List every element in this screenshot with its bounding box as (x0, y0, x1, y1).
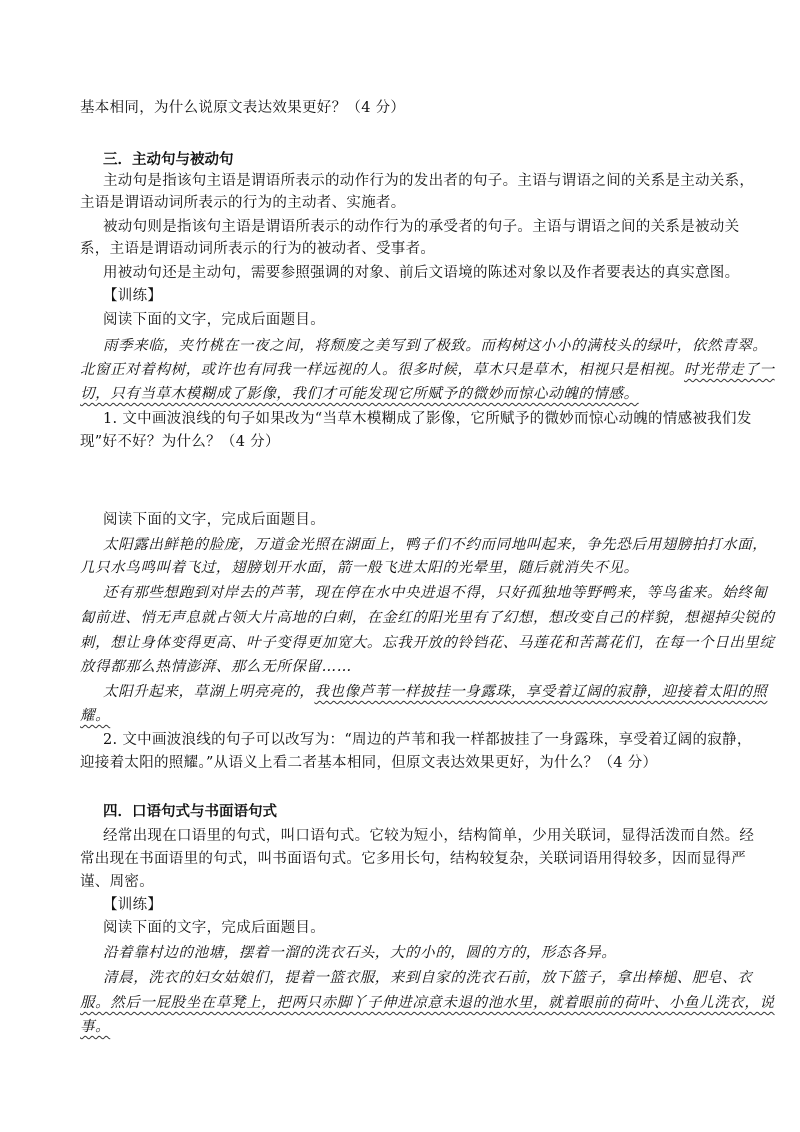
passage-line (80, 360, 775, 380)
paragraph-line: 主语是谓语动词所表示的行为的主动者、实施者。 (80, 195, 406, 211)
question-tail: 基本相同，为什么说原文表达效果更好？（4 分） (80, 100, 406, 116)
wavy-underlined-sentence: 切，只有当草木模糊成了影像，我们才可能发现它所赋予的微妙而惊心动魄的情感。 (80, 386, 639, 402)
passage-line: 还有那些想跑到对岸去的芦苇，现在停在水中央进退不得，只好孤独地等野鸭来，等鸟雀来。始终匍 (103, 585, 768, 601)
paragraph-line: 主动句是指该句主语是谓语所表示的动作行为的发出者的句子。主语与谓语之间的关系是主动关系， (103, 173, 755, 189)
passage-line: 沿着靠村边的池塘，摆着一溜的洗衣石头，大的小的，圆的方的，形态各异。 (103, 945, 617, 961)
passage-line: 清晨，洗衣的妇女姑娘们，提着一篮衣服，来到自家的洗衣石前，放下篮子，拿出棒槌、肥皂、衣 (103, 970, 753, 986)
wavy-underlined-sentence: 事。 (80, 1019, 111, 1035)
paragraph-line: 用被动句还是主动句，需要参照强调的对象、前后文语境的陈述对象以及作者要表达的真实意图。 (103, 265, 740, 281)
paragraph-line: 谨、周密。 (80, 874, 154, 890)
question-1-cont: 现”好不好？为什么？（4 分） (80, 434, 280, 450)
wavy-underlined-sentence: 我也像芦苇一样披挂一身露珠，享受着辽阔的寂静，迎接着太阳的照 (314, 684, 768, 700)
passage-line: 雨季来临，夹竹桃在一夜之间，将颓废之美写到了极致。而构树这小小的满枝头的绿叶，依然青翠。 (103, 338, 768, 354)
passage-line: 放得都那么热情澎湃、那么无所保留…… (80, 659, 352, 675)
passage-text: 太阳升起来，草湖上明亮亮的， (103, 684, 315, 700)
paragraph-line: 常出现在书面语里的句式，叫书面语句式。它多用长句，结构较复杂，关联词语用得较多，因而显得严 (80, 851, 746, 867)
passage-line (80, 706, 730, 726)
passage-line: 刺，想让身体变得更高、叶子变得更加宽大。忘我开放的铃铛花、马莲花和苦蒿花们，在每一个日出里绽 (80, 635, 775, 651)
section-heading-spoken-written: 四．口语句式与书面语句式 (103, 804, 277, 820)
paragraph-line: 经常出现在口语里的句式，叫口语句式。它较为短小，结构简单，少用关联词，显得活泼而自然。经 (103, 828, 755, 844)
instruction: 阅读下面的文字，完成后面题目。 (103, 312, 325, 328)
wavy-underlined-sentence: 耀。 (80, 708, 111, 724)
section-heading-active-passive: 三．主动句与被动句 (103, 152, 234, 168)
question-1: 1. 文中画波浪线的句子如果改为“当草木模糊成了影像，它所赋予的微妙而惊心动魄的情感被我们发 (103, 411, 752, 427)
training-label: 【训练】 (103, 897, 163, 913)
instruction: 阅读下面的文字，完成后面题目。 (103, 512, 325, 528)
paragraph-line: 系，主语是谓语动词所表示的行为的被动者、受事者。 (80, 241, 436, 257)
passage-text: 北窗正对着构树，或许也有同我一样远视的人。很多时候，草木只是草木，相视只是相视。 (80, 362, 684, 378)
passage-line: 太阳露出鲜艳的脸庞，万道金光照在湖面上，鸭子们不约而同地叫起来，争先恐后用翅膀拍打水面， (103, 537, 768, 553)
paragraph-line: 被动句则是指该句主语是谓语所表示的动作行为的承受者的句子。主语与谓语之间的关系是被动关 (103, 219, 740, 235)
training-label: 【训练】 (103, 288, 163, 304)
wavy-underlined-sentence: 服。然后一屁股坐在草凳上，把两只赤脚丫子伸进凉意未退的池水里，就着眼前的荷叶、小鱼儿洗衣，说 (80, 995, 775, 1011)
passage-line: 几只水鸟鸣叫着飞过，翅膀划开水面，箭一般飞进太阳的光晕里，随后就消失不见。 (80, 560, 639, 576)
question-2-cont: 迎接着太阳的照耀。”从语义上看二者基本相同，但原文表达效果更好，为什么？（4 分） (80, 755, 658, 771)
question-2: 2. 文中画波浪线的句子可以改写为：“周边的芦苇和我一样都披挂了一身露珠，享受着辽阔的寂静， (103, 732, 752, 748)
passage-line (80, 384, 730, 404)
passage-line (80, 1017, 730, 1037)
wavy-underlined-sentence: 时光带走了一 (684, 362, 775, 378)
passage-line (103, 682, 768, 702)
instruction: 阅读下面的文字，完成后面题目。 (103, 920, 325, 936)
passage-line: 匐前进、悄无声息就占领大片高地的白刺，在金红的阳光里有了幻想，想改变自己的样貌，想褪掉尖锐的 (80, 610, 775, 626)
